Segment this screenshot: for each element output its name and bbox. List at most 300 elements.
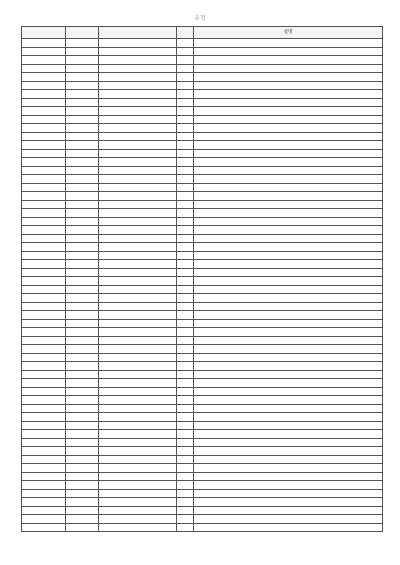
table-cell bbox=[22, 39, 66, 48]
table-cell bbox=[22, 124, 66, 133]
table-cell bbox=[177, 81, 194, 90]
table-cell bbox=[22, 396, 66, 405]
table-cell bbox=[177, 183, 194, 192]
table-cell bbox=[22, 302, 66, 311]
table-cell bbox=[99, 277, 177, 286]
column-header bbox=[66, 27, 99, 39]
table-row bbox=[22, 268, 383, 277]
table-cell bbox=[177, 251, 194, 260]
table-cell bbox=[22, 175, 66, 184]
table-cell bbox=[99, 336, 177, 345]
table-cell bbox=[99, 396, 177, 405]
table-cell bbox=[66, 455, 99, 464]
table-cell bbox=[22, 481, 66, 490]
table-cell bbox=[177, 73, 194, 82]
table-cell bbox=[99, 115, 177, 124]
table-cell bbox=[177, 345, 194, 354]
table-cell bbox=[22, 362, 66, 371]
table-cell bbox=[22, 81, 66, 90]
table-cell bbox=[99, 353, 177, 362]
table-cell bbox=[66, 285, 99, 294]
table-row bbox=[22, 523, 383, 532]
table-cell bbox=[22, 455, 66, 464]
table-row bbox=[22, 285, 383, 294]
table-cell bbox=[22, 251, 66, 260]
table-cell bbox=[99, 260, 177, 269]
table-body bbox=[22, 39, 383, 532]
table-row bbox=[22, 430, 383, 439]
table-row bbox=[22, 362, 383, 371]
table-cell bbox=[194, 362, 383, 371]
table-cell bbox=[66, 226, 99, 235]
table-cell bbox=[66, 319, 99, 328]
table-row bbox=[22, 294, 383, 303]
table-cell bbox=[99, 209, 177, 218]
table-cell bbox=[66, 234, 99, 243]
table-cell bbox=[66, 260, 99, 269]
table-cell bbox=[99, 200, 177, 209]
table-cell bbox=[66, 39, 99, 48]
table-cell bbox=[99, 192, 177, 201]
table-cell bbox=[194, 506, 383, 515]
column-header bbox=[22, 27, 66, 39]
table-cell bbox=[177, 268, 194, 277]
table-cell bbox=[22, 464, 66, 473]
table-cell bbox=[194, 183, 383, 192]
table-cell bbox=[66, 294, 99, 303]
table-cell bbox=[194, 47, 383, 56]
table-row bbox=[22, 302, 383, 311]
table-cell bbox=[99, 387, 177, 396]
table-cell bbox=[22, 345, 66, 354]
table-cell bbox=[66, 379, 99, 388]
table-cell bbox=[177, 387, 194, 396]
table-cell bbox=[194, 251, 383, 260]
table-cell bbox=[194, 336, 383, 345]
table-cell bbox=[99, 226, 177, 235]
table-row bbox=[22, 311, 383, 320]
table-row bbox=[22, 47, 383, 56]
table-cell bbox=[66, 243, 99, 252]
table-cell bbox=[99, 294, 177, 303]
table-cell bbox=[99, 132, 177, 141]
table-cell bbox=[66, 311, 99, 320]
table-cell bbox=[177, 209, 194, 218]
table-cell bbox=[66, 523, 99, 532]
table-cell bbox=[177, 47, 194, 56]
table-cell bbox=[99, 243, 177, 252]
table-cell bbox=[194, 217, 383, 226]
table-cell bbox=[99, 413, 177, 422]
table-cell bbox=[177, 234, 194, 243]
table-cell bbox=[177, 430, 194, 439]
table-cell bbox=[22, 506, 66, 515]
table-cell bbox=[99, 217, 177, 226]
table-row bbox=[22, 396, 383, 405]
table-cell bbox=[22, 217, 66, 226]
table-row bbox=[22, 90, 383, 99]
table-cell bbox=[99, 124, 177, 133]
table-row bbox=[22, 200, 383, 209]
table-row bbox=[22, 319, 383, 328]
table-cell bbox=[194, 124, 383, 133]
table-cell bbox=[22, 226, 66, 235]
table-cell bbox=[99, 302, 177, 311]
table-cell bbox=[66, 396, 99, 405]
table-cell bbox=[177, 336, 194, 345]
table-cell bbox=[177, 421, 194, 430]
table-cell bbox=[99, 47, 177, 56]
table-cell bbox=[99, 489, 177, 498]
table-cell bbox=[194, 115, 383, 124]
table-cell bbox=[99, 319, 177, 328]
table-cell bbox=[66, 56, 99, 65]
table-cell bbox=[66, 481, 99, 490]
table-row bbox=[22, 455, 383, 464]
table-cell bbox=[22, 107, 66, 116]
table-cell bbox=[194, 141, 383, 150]
table-row bbox=[22, 251, 383, 260]
table-cell bbox=[66, 115, 99, 124]
table-cell bbox=[177, 362, 194, 371]
table-cell bbox=[66, 132, 99, 141]
table-cell bbox=[194, 396, 383, 405]
table-cell bbox=[194, 149, 383, 158]
table-cell bbox=[22, 209, 66, 218]
table-cell bbox=[177, 243, 194, 252]
table-cell bbox=[177, 464, 194, 473]
table-cell bbox=[194, 430, 383, 439]
table-cell bbox=[22, 166, 66, 175]
table-cell bbox=[22, 430, 66, 439]
table-cell bbox=[177, 311, 194, 320]
table-cell bbox=[99, 98, 177, 107]
table-cell bbox=[66, 107, 99, 116]
table-cell bbox=[194, 379, 383, 388]
table-cell bbox=[22, 260, 66, 269]
table-cell bbox=[177, 438, 194, 447]
table-cell bbox=[194, 64, 383, 73]
table-cell bbox=[194, 447, 383, 456]
table-header-row bbox=[22, 27, 383, 39]
table-row bbox=[22, 438, 383, 447]
table-cell bbox=[66, 183, 99, 192]
table-row bbox=[22, 132, 383, 141]
table-cell bbox=[194, 489, 383, 498]
table-cell bbox=[66, 506, 99, 515]
table-cell bbox=[99, 73, 177, 82]
table-row bbox=[22, 353, 383, 362]
table-cell bbox=[194, 56, 383, 65]
data-table bbox=[21, 26, 383, 532]
table-cell bbox=[66, 387, 99, 396]
table-cell bbox=[177, 472, 194, 481]
table-cell bbox=[22, 413, 66, 422]
table-cell bbox=[66, 149, 99, 158]
table-row bbox=[22, 379, 383, 388]
table-cell bbox=[194, 345, 383, 354]
table-cell bbox=[194, 277, 383, 286]
table-row bbox=[22, 277, 383, 286]
table-cell bbox=[66, 251, 99, 260]
table-cell bbox=[177, 149, 194, 158]
table-row bbox=[22, 472, 383, 481]
table-row bbox=[22, 404, 383, 413]
table-cell bbox=[194, 98, 383, 107]
table-cell bbox=[194, 243, 383, 252]
table-row bbox=[22, 64, 383, 73]
table-cell bbox=[194, 158, 383, 167]
table-cell bbox=[194, 302, 383, 311]
table-cell bbox=[22, 285, 66, 294]
table-cell bbox=[99, 251, 177, 260]
table-cell bbox=[194, 285, 383, 294]
table-cell bbox=[194, 260, 383, 269]
table-cell bbox=[99, 464, 177, 473]
table-cell bbox=[177, 396, 194, 405]
table-cell bbox=[66, 489, 99, 498]
table-cell bbox=[66, 472, 99, 481]
table-cell bbox=[66, 421, 99, 430]
table-cell bbox=[99, 404, 177, 413]
table-cell bbox=[66, 515, 99, 524]
column-header bbox=[177, 27, 194, 39]
table-cell bbox=[99, 141, 177, 150]
table-cell bbox=[22, 447, 66, 456]
table-cell bbox=[22, 200, 66, 209]
table-row bbox=[22, 158, 383, 167]
table-cell bbox=[66, 328, 99, 337]
table-cell bbox=[99, 345, 177, 354]
table-cell bbox=[66, 413, 99, 422]
table-row bbox=[22, 345, 383, 354]
table-cell bbox=[194, 234, 383, 243]
table-cell bbox=[194, 200, 383, 209]
table-cell bbox=[99, 498, 177, 507]
table-row bbox=[22, 209, 383, 218]
table-cell bbox=[177, 379, 194, 388]
table-cell bbox=[99, 158, 177, 167]
table-cell bbox=[194, 319, 383, 328]
table-cell bbox=[99, 183, 177, 192]
table-cell bbox=[22, 115, 66, 124]
table-cell bbox=[99, 90, 177, 99]
table-cell bbox=[99, 234, 177, 243]
table-cell bbox=[99, 455, 177, 464]
table-cell bbox=[22, 158, 66, 167]
table-row bbox=[22, 370, 383, 379]
table-cell bbox=[177, 158, 194, 167]
table-row bbox=[22, 328, 383, 337]
table-cell bbox=[194, 39, 383, 48]
table-cell bbox=[99, 328, 177, 337]
table-cell bbox=[22, 379, 66, 388]
table-cell bbox=[22, 421, 66, 430]
table-cell bbox=[194, 209, 383, 218]
table-cell bbox=[177, 132, 194, 141]
table-cell bbox=[194, 73, 383, 82]
table-cell bbox=[66, 209, 99, 218]
table-cell bbox=[66, 464, 99, 473]
table-cell bbox=[22, 438, 66, 447]
table-row bbox=[22, 115, 383, 124]
table-cell bbox=[177, 98, 194, 107]
table-cell bbox=[99, 379, 177, 388]
table-row bbox=[22, 421, 383, 430]
table-cell bbox=[194, 81, 383, 90]
table-row bbox=[22, 98, 383, 107]
table-cell bbox=[66, 370, 99, 379]
table-cell bbox=[177, 506, 194, 515]
table-cell bbox=[22, 141, 66, 150]
table-cell bbox=[99, 285, 177, 294]
table-row bbox=[22, 183, 383, 192]
table-cell bbox=[66, 192, 99, 201]
table-row bbox=[22, 56, 383, 65]
table-cell bbox=[177, 302, 194, 311]
table-cell bbox=[22, 183, 66, 192]
table-row bbox=[22, 447, 383, 456]
table-cell bbox=[177, 39, 194, 48]
table-cell bbox=[99, 39, 177, 48]
table-row bbox=[22, 192, 383, 201]
table-cell bbox=[99, 438, 177, 447]
table-cell bbox=[66, 353, 99, 362]
table-cell bbox=[22, 336, 66, 345]
table-cell bbox=[194, 294, 383, 303]
table-cell bbox=[66, 158, 99, 167]
table-cell bbox=[22, 515, 66, 524]
table-cell bbox=[177, 226, 194, 235]
table-row bbox=[22, 124, 383, 133]
table-cell bbox=[22, 268, 66, 277]
table-cell bbox=[66, 141, 99, 150]
table-cell bbox=[66, 64, 99, 73]
table-cell bbox=[99, 64, 177, 73]
table-cell bbox=[99, 268, 177, 277]
table-cell bbox=[177, 192, 194, 201]
table-row bbox=[22, 481, 383, 490]
table-cell bbox=[177, 277, 194, 286]
table-cell bbox=[22, 277, 66, 286]
table-cell bbox=[66, 124, 99, 133]
table-cell bbox=[99, 56, 177, 65]
table-cell bbox=[99, 481, 177, 490]
table-cell bbox=[66, 447, 99, 456]
table-row bbox=[22, 141, 383, 150]
table-cell bbox=[194, 175, 383, 184]
column-header bbox=[99, 27, 177, 39]
table-cell bbox=[177, 481, 194, 490]
table-row bbox=[22, 166, 383, 175]
table-cell bbox=[177, 115, 194, 124]
table-cell bbox=[177, 107, 194, 116]
table-cell bbox=[194, 90, 383, 99]
table-cell bbox=[194, 472, 383, 481]
table-row bbox=[22, 413, 383, 422]
table-cell bbox=[194, 311, 383, 320]
table-row bbox=[22, 387, 383, 396]
table-row bbox=[22, 175, 383, 184]
table-cell bbox=[99, 447, 177, 456]
table-cell bbox=[177, 328, 194, 337]
table-cell bbox=[66, 430, 99, 439]
table-cell bbox=[22, 47, 66, 56]
table-cell bbox=[22, 192, 66, 201]
table-cell bbox=[66, 73, 99, 82]
table-cell bbox=[177, 175, 194, 184]
table-row bbox=[22, 515, 383, 524]
table-cell bbox=[194, 421, 383, 430]
page-header: 유형 bbox=[194, 15, 206, 22]
table-cell bbox=[99, 515, 177, 524]
table-row bbox=[22, 506, 383, 515]
table-cell bbox=[22, 73, 66, 82]
table-cell bbox=[66, 47, 99, 56]
table-cell bbox=[177, 319, 194, 328]
table-cell bbox=[99, 166, 177, 175]
table-cell bbox=[194, 107, 383, 116]
table-cell bbox=[177, 166, 194, 175]
table-cell bbox=[22, 64, 66, 73]
table-cell bbox=[177, 498, 194, 507]
table-row bbox=[22, 260, 383, 269]
table-row bbox=[22, 149, 383, 158]
table-cell bbox=[66, 302, 99, 311]
table-row bbox=[22, 336, 383, 345]
table-cell bbox=[22, 234, 66, 243]
table-cell bbox=[22, 353, 66, 362]
table-cell bbox=[177, 141, 194, 150]
table-cell bbox=[66, 200, 99, 209]
table-row bbox=[22, 217, 383, 226]
table-cell bbox=[22, 498, 66, 507]
table-cell bbox=[66, 277, 99, 286]
table-cell bbox=[66, 345, 99, 354]
table-cell bbox=[177, 260, 194, 269]
table-cell bbox=[66, 81, 99, 90]
table-cell bbox=[22, 328, 66, 337]
table-row bbox=[22, 234, 383, 243]
table-cell bbox=[22, 243, 66, 252]
table-cell bbox=[177, 285, 194, 294]
table-cell bbox=[177, 353, 194, 362]
table-cell bbox=[177, 64, 194, 73]
table-cell bbox=[22, 489, 66, 498]
table-cell bbox=[194, 404, 383, 413]
table-row bbox=[22, 107, 383, 116]
table-row bbox=[22, 489, 383, 498]
table-cell bbox=[194, 226, 383, 235]
table-cell bbox=[177, 489, 194, 498]
table-row bbox=[22, 39, 383, 48]
table-cell bbox=[177, 217, 194, 226]
table-cell bbox=[66, 268, 99, 277]
table-cell bbox=[177, 515, 194, 524]
table-cell bbox=[194, 464, 383, 473]
table-cell bbox=[66, 175, 99, 184]
table-cell bbox=[177, 90, 194, 99]
table-cell bbox=[22, 311, 66, 320]
table-cell bbox=[177, 447, 194, 456]
table-cell bbox=[177, 404, 194, 413]
table-row bbox=[22, 464, 383, 473]
table-cell bbox=[22, 294, 66, 303]
table-cell bbox=[22, 387, 66, 396]
table-cell bbox=[177, 523, 194, 532]
table-cell bbox=[99, 506, 177, 515]
table-cell bbox=[66, 98, 99, 107]
